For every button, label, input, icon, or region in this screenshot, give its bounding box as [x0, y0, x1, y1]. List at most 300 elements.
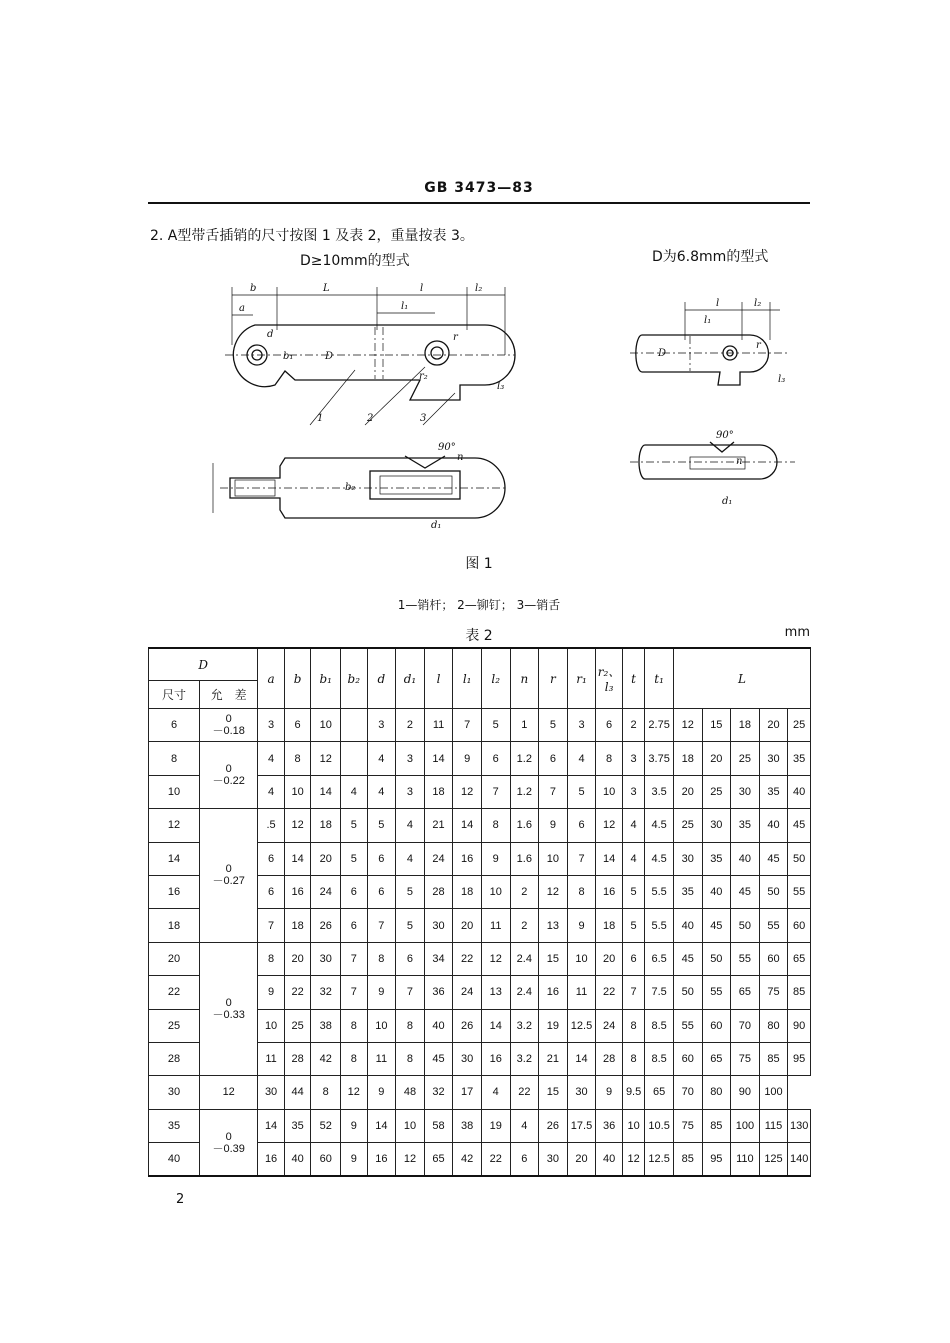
cell-value: 10.5: [645, 1109, 674, 1142]
cell-length: 90: [731, 1076, 760, 1109]
cell-value: 18: [424, 775, 453, 808]
cell-value: 26: [539, 1109, 568, 1142]
cell-value: 5.5: [645, 909, 674, 942]
table-row: [149, 1076, 811, 1109]
cell-value: 9: [367, 1076, 396, 1109]
cell-value: 8: [396, 1009, 425, 1042]
cell-value: 7.5: [645, 976, 674, 1009]
cell-value: 5: [341, 842, 368, 875]
cell-length: 50: [702, 942, 731, 975]
cell-value: 2: [622, 709, 644, 742]
cell-length: 12: [673, 709, 702, 742]
cell-length: 18: [731, 709, 760, 742]
cell-value: 14: [481, 1009, 510, 1042]
cell-value: 20: [284, 942, 311, 975]
cell-value: 6: [284, 709, 311, 742]
cell-value: 22: [596, 976, 623, 1009]
cell-value: 17.5: [567, 1109, 596, 1142]
cell-tolerance: [200, 942, 258, 1076]
cell-length: 65: [731, 976, 760, 1009]
cell-length: 30: [759, 742, 788, 775]
dimension-table: [148, 647, 811, 1177]
cell-length: 50: [759, 875, 788, 908]
cell-size: 6: [149, 709, 200, 742]
header-r2-l3: r₂、l₃: [596, 648, 623, 709]
cell-length: 40: [759, 809, 788, 842]
part-label-1: 1: [317, 413, 324, 424]
cell-size: 8: [149, 742, 200, 775]
cell-length: 100: [759, 1076, 788, 1109]
cell-length: 125: [759, 1143, 788, 1177]
cell-value: 6: [567, 809, 596, 842]
cell-value: 42: [453, 1143, 482, 1177]
cell-size: 30: [149, 1076, 200, 1109]
cell-value: 2.4: [510, 976, 539, 1009]
cell-value: 8: [341, 1009, 368, 1042]
label-r2: r₂: [419, 371, 428, 382]
cell-length: 85: [702, 1109, 731, 1142]
cell-value: 32: [424, 1076, 453, 1109]
cell-value: 11: [424, 709, 453, 742]
header-d: d: [367, 648, 396, 709]
cell-length: 75: [759, 976, 788, 1009]
cell-value: 10: [258, 1009, 285, 1042]
cell-value: 26: [311, 909, 341, 942]
cell-value: 7: [341, 942, 368, 975]
cell-value: 58: [424, 1109, 453, 1142]
header-r: r: [539, 648, 568, 709]
cell-value: 18: [284, 909, 311, 942]
cell-value: 9: [596, 1076, 623, 1109]
cell-value: 2: [396, 709, 425, 742]
cell-length: 75: [673, 1109, 702, 1142]
small-label-l3: l₃: [778, 374, 786, 385]
cell-size: 20: [149, 942, 200, 975]
cell-value: 8: [481, 809, 510, 842]
tolerance-lower: －0.33: [212, 1009, 245, 1022]
cell-value: 14: [424, 742, 453, 775]
cell-value: 9: [341, 1109, 368, 1142]
header-b: b: [284, 648, 311, 709]
cell-value: 1.2: [510, 775, 539, 808]
cell-value: 2: [510, 875, 539, 908]
cell-value: 5: [396, 875, 425, 908]
cell-value: 14: [453, 809, 482, 842]
cell-value: 18: [596, 909, 623, 942]
cell-value: 14: [367, 1109, 396, 1142]
cell-value: 1.2: [510, 742, 539, 775]
cell-value: 9: [481, 842, 510, 875]
cell-value: 4: [567, 742, 596, 775]
cell-length: 35: [731, 809, 760, 842]
intro-paragraph: 2. A型带舌插销的尺寸按图 1 及表 2，重量按表 3。: [150, 228, 474, 244]
cell-length: 25: [673, 809, 702, 842]
label-l3: l₃: [497, 381, 505, 392]
cell-value: 30: [311, 942, 341, 975]
cell-length: 50: [731, 909, 760, 942]
table-row: [149, 709, 811, 742]
cell-value: 8: [622, 1042, 644, 1075]
small-label-l: l: [716, 298, 720, 309]
cell-value: 15: [539, 1076, 568, 1109]
cell-value: 12: [200, 1076, 258, 1109]
cell-value: 2.4: [510, 942, 539, 975]
cell-value: 22: [453, 942, 482, 975]
cell-length: 25: [702, 775, 731, 808]
cell-length: 55: [731, 942, 760, 975]
cell-value: 4.5: [645, 842, 674, 875]
cell-value: 16: [596, 875, 623, 908]
header-L: L: [673, 648, 810, 709]
cell-length: 85: [788, 976, 811, 1009]
cell-value: 6: [367, 842, 396, 875]
cell-length: 80: [759, 1009, 788, 1042]
cell-value: 10: [284, 775, 311, 808]
tolerance-upper: 0: [225, 713, 232, 726]
label-angle: 90°: [438, 442, 456, 453]
cell-length: 140: [788, 1143, 811, 1177]
cell-value: 8: [622, 1009, 644, 1042]
cell-value: 4: [396, 809, 425, 842]
cell-value: 10: [396, 1109, 425, 1142]
table-unit: mm: [784, 625, 810, 640]
cell-value: 12: [539, 875, 568, 908]
label-l: l: [420, 283, 424, 294]
cell-value: 6: [341, 875, 368, 908]
cell-value: 8: [367, 942, 396, 975]
cell-length: 55: [673, 1009, 702, 1042]
cell-value: 60: [311, 1143, 341, 1177]
cell-value: 6.5: [645, 942, 674, 975]
label-d: d: [267, 329, 274, 340]
cell-length: 40: [731, 842, 760, 875]
cell-length: 40: [702, 875, 731, 908]
cell-length: 75: [731, 1042, 760, 1075]
tolerance-lower: －0.39: [212, 1142, 245, 1155]
cell-value: 3.5: [645, 775, 674, 808]
cell-value: 18: [311, 809, 341, 842]
cell-length: 115: [759, 1109, 788, 1142]
cell-value: 3: [367, 709, 396, 742]
cell-value: 38: [453, 1109, 482, 1142]
cell-value: 9.5: [622, 1076, 644, 1109]
tolerance-upper: 0: [225, 763, 232, 776]
cell-value: 12: [453, 775, 482, 808]
cell-value: .5: [258, 809, 285, 842]
cell-value: 4: [367, 742, 396, 775]
cell-value: 19: [481, 1109, 510, 1142]
cell-value: 5: [622, 875, 644, 908]
small-label-l1: l₁: [704, 315, 712, 326]
small-drawing-side: [630, 430, 800, 510]
cell-value: 30: [539, 1143, 568, 1177]
tolerance-upper: 0: [225, 863, 232, 876]
cell-length: 40: [673, 909, 702, 942]
cell-value: 4: [258, 742, 285, 775]
cell-length: 45: [702, 909, 731, 942]
cell-value: 12.5: [567, 1009, 596, 1042]
cell-value: 6: [258, 875, 285, 908]
cell-value: 15: [539, 942, 568, 975]
cell-value: 7: [367, 909, 396, 942]
cell-length: 95: [702, 1143, 731, 1177]
small-label-angle: 90°: [716, 430, 734, 441]
cell-length: 55: [702, 976, 731, 1009]
tolerance-lower: －0.18: [212, 725, 245, 738]
cell-value: 8: [567, 875, 596, 908]
cell-value: 14: [596, 842, 623, 875]
cell-value: 16: [481, 1042, 510, 1075]
cell-value: 7: [567, 842, 596, 875]
cell-value: 4: [481, 1076, 510, 1109]
cell-length: 35: [673, 875, 702, 908]
main-drawing-top: [205, 275, 525, 435]
cell-value: 12: [396, 1143, 425, 1177]
cell-length: 50: [673, 976, 702, 1009]
cell-value: 8: [396, 1042, 425, 1075]
small-label-n: n: [736, 456, 743, 467]
cell-length: 90: [788, 1009, 811, 1042]
cell-value: 8: [284, 742, 311, 775]
table-row: [149, 809, 811, 842]
small-drawing-top: [630, 290, 800, 400]
cell-value: 5: [481, 709, 510, 742]
cell-value: 5: [622, 909, 644, 942]
cell-value: 30: [453, 1042, 482, 1075]
cell-length: 45: [731, 875, 760, 908]
cell-value: 22: [284, 976, 311, 1009]
cell-value: 9: [258, 976, 285, 1009]
cell-value: 6: [539, 742, 568, 775]
cell-value: 9: [453, 742, 482, 775]
cell-length: 20: [702, 742, 731, 775]
cell-value: 8.5: [645, 1042, 674, 1075]
header-D: D: [149, 648, 258, 681]
cell-value: 4: [258, 775, 285, 808]
small-label-l2: l₂: [754, 298, 762, 309]
cell-length: 20: [759, 709, 788, 742]
cell-value: 12: [284, 809, 311, 842]
cell-value: 9: [341, 1143, 368, 1177]
cell-value: 3: [567, 709, 596, 742]
label-L: L: [323, 283, 330, 294]
cell-length: 60: [702, 1009, 731, 1042]
table-row: [149, 742, 811, 775]
cell-length: 60: [759, 942, 788, 975]
cell-length: 50: [788, 842, 811, 875]
header-l: l: [424, 648, 453, 709]
cell-value: 40: [284, 1143, 311, 1177]
cell-value: 7: [539, 775, 568, 808]
cell-value: 2.75: [645, 709, 674, 742]
cell-value: 7: [481, 775, 510, 808]
cell-length: 30: [731, 775, 760, 808]
cell-size: 40: [149, 1143, 200, 1177]
cell-length: 20: [673, 775, 702, 808]
label-b: b: [250, 283, 257, 294]
cell-value: 10: [367, 1009, 396, 1042]
cell-value: 36: [596, 1109, 623, 1142]
cell-value: 14: [284, 842, 311, 875]
cell-length: 18: [673, 742, 702, 775]
cell-value: 19: [539, 1009, 568, 1042]
cell-value: 14: [567, 1042, 596, 1075]
cell-value: 34: [424, 942, 453, 975]
cell-value: 28: [284, 1042, 311, 1075]
cell-length: 80: [702, 1076, 731, 1109]
cell-size: 18: [149, 909, 200, 942]
cell-value: 5: [539, 709, 568, 742]
cell-length: 70: [673, 1076, 702, 1109]
cell-value: 4: [341, 775, 368, 808]
cell-value: 65: [424, 1143, 453, 1177]
cell-value: 22: [510, 1076, 539, 1109]
cell-value: 8.5: [645, 1009, 674, 1042]
cell-tolerance: [200, 709, 258, 742]
cell-value: 52: [311, 1109, 341, 1142]
cell-length: 110: [731, 1143, 760, 1177]
header-t: t: [622, 648, 644, 709]
cell-value: 3: [622, 742, 644, 775]
cell-value: 35: [284, 1109, 311, 1142]
cell-value: 5: [567, 775, 596, 808]
figure-title: 图 1: [465, 556, 493, 572]
cell-value: 20: [453, 909, 482, 942]
cell-value: 28: [424, 875, 453, 908]
tolerance-upper: 0: [225, 997, 232, 1010]
cell-value: 11: [367, 1042, 396, 1075]
cell-value: 9: [539, 809, 568, 842]
cell-value: 32: [311, 976, 341, 1009]
cell-value: 16: [539, 976, 568, 1009]
header-r1: r₁: [567, 648, 596, 709]
cell-value: 12: [341, 1076, 368, 1109]
cell-length: 35: [759, 775, 788, 808]
cell-value: 3: [396, 742, 425, 775]
cell-value: 12.5: [645, 1143, 674, 1177]
part-label-3: 3: [420, 413, 427, 424]
cell-value: 26: [453, 1009, 482, 1042]
label-l1: l₁: [401, 301, 409, 312]
cell-value: 3: [396, 775, 425, 808]
cell-value: 7: [453, 709, 482, 742]
label-a: a: [239, 303, 245, 314]
cell-size: 16: [149, 875, 200, 908]
cell-length: 25: [788, 709, 811, 742]
cell-value: 6: [341, 909, 368, 942]
cell-value: 13: [481, 976, 510, 1009]
cell-value: 12: [622, 1143, 644, 1177]
cell-value: 4: [396, 842, 425, 875]
header-l1: l₁: [453, 648, 482, 709]
cell-value: 36: [424, 976, 453, 1009]
table-title: 表 2: [465, 628, 493, 644]
cell-value: 5.5: [645, 875, 674, 908]
cell-value: 22: [481, 1143, 510, 1177]
cell-length: 100: [731, 1109, 760, 1142]
cell-value: 8: [596, 742, 623, 775]
cell-length: 55: [759, 909, 788, 942]
cell-length: 25: [731, 742, 760, 775]
cell-value: 4: [367, 775, 396, 808]
cell-value: 11: [481, 909, 510, 942]
cell-value: 4: [622, 809, 644, 842]
cell-value: 12: [311, 742, 341, 775]
cell-value: 4: [510, 1109, 539, 1142]
cell-size: 14: [149, 842, 200, 875]
cell-length: 60: [673, 1042, 702, 1075]
cell-value: 8: [311, 1076, 341, 1109]
cell-value: 24: [424, 842, 453, 875]
cell-value: 3: [258, 709, 285, 742]
cell-tolerance: [200, 1109, 258, 1176]
header-l2: l₂: [481, 648, 510, 709]
label-r: r: [453, 332, 458, 343]
cell-value: 44: [284, 1076, 311, 1109]
small-label-d1: d₁: [722, 496, 733, 507]
cell-value: 10: [481, 875, 510, 908]
cell-value: 12: [481, 942, 510, 975]
cell-value: 5: [396, 909, 425, 942]
main-drawing-side: [205, 438, 525, 530]
cell-size: 25: [149, 1009, 200, 1042]
cell-size: 28: [149, 1042, 200, 1075]
cell-length: 45: [759, 842, 788, 875]
page-number: 2: [176, 1192, 185, 1207]
cell-tolerance: [200, 742, 258, 809]
cell-value: 16: [453, 842, 482, 875]
cell-length: 15: [702, 709, 731, 742]
header-rule: [148, 202, 810, 204]
cell-length: 35: [702, 842, 731, 875]
header-b2: b₂: [341, 648, 368, 709]
cell-value: 48: [396, 1076, 425, 1109]
cell-value: 45: [424, 1042, 453, 1075]
header-n: n: [510, 648, 539, 709]
cell-length: 35: [788, 742, 811, 775]
cell-value: 16: [258, 1143, 285, 1177]
cell-value: 20: [596, 942, 623, 975]
cell-value: 38: [311, 1009, 341, 1042]
cell-value: 6: [367, 875, 396, 908]
document-header: GB 3473—83: [424, 180, 534, 196]
cell-value: 16: [367, 1143, 396, 1177]
header-a: a: [258, 648, 285, 709]
cell-value: 10: [596, 775, 623, 808]
cell-value: 42: [311, 1042, 341, 1075]
table-row: [149, 1109, 811, 1142]
cell-value: 10: [622, 1109, 644, 1142]
cell-value: 1.6: [510, 809, 539, 842]
cell-value: 8: [341, 1042, 368, 1075]
cell-value: 24: [453, 976, 482, 1009]
cell-value: 6: [622, 942, 644, 975]
cell-value: 12: [596, 809, 623, 842]
cell-length: 70: [731, 1009, 760, 1042]
cell-value: [341, 742, 368, 775]
cell-value: 3: [622, 775, 644, 808]
cell-size: 10: [149, 775, 200, 808]
cell-length: 40: [788, 775, 811, 808]
label-d1: d₁: [431, 520, 442, 530]
header-b1: b₁: [311, 648, 341, 709]
tolerance-lower: －0.27: [212, 875, 245, 888]
small-label-r: r: [756, 340, 761, 351]
cell-length: 65: [702, 1042, 731, 1075]
figure-legend: 1—销杆； 2—铆钉； 3—销舌: [397, 598, 561, 612]
cell-value: 5: [341, 809, 368, 842]
cell-value: 3.2: [510, 1009, 539, 1042]
